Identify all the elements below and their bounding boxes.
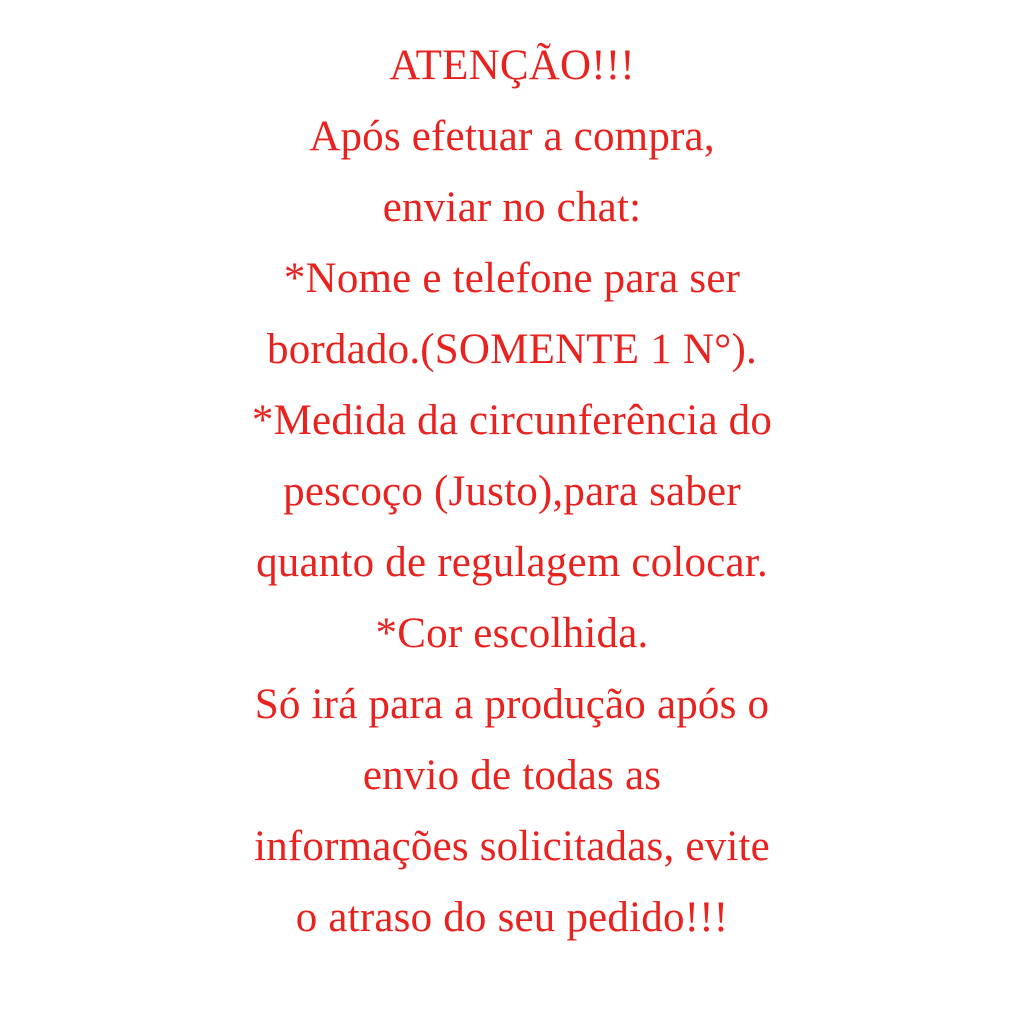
notice-line-7: quanto de regulagem colocar. <box>256 539 768 586</box>
notice-line-2: enviar no chat: <box>382 184 642 231</box>
notice-line-10: envio de todas as <box>362 752 662 799</box>
notice-line-11: informações solicitadas, evite <box>254 823 770 870</box>
notice-line-9: Só irá para a produção após o <box>254 681 770 728</box>
notice-line-8: *Cor escolhida. <box>375 610 649 657</box>
notice-line-5: *Medida da circunferência do <box>251 397 773 444</box>
notice-line-heading: ATENÇÃO!!! <box>389 42 635 89</box>
notice-line-4: bordado.(SOMENTE 1 N°). <box>267 326 757 373</box>
notice-line-6: pescoço (Justo),para saber <box>283 468 741 515</box>
notice-line-3: *Nome e telefone para ser <box>283 255 741 302</box>
notice-line-1: Após efetuar a compra, <box>309 113 715 160</box>
notice-text-block <box>22 30 1002 953</box>
notice-line-12: o atraso do seu pedido!!! <box>295 894 729 941</box>
